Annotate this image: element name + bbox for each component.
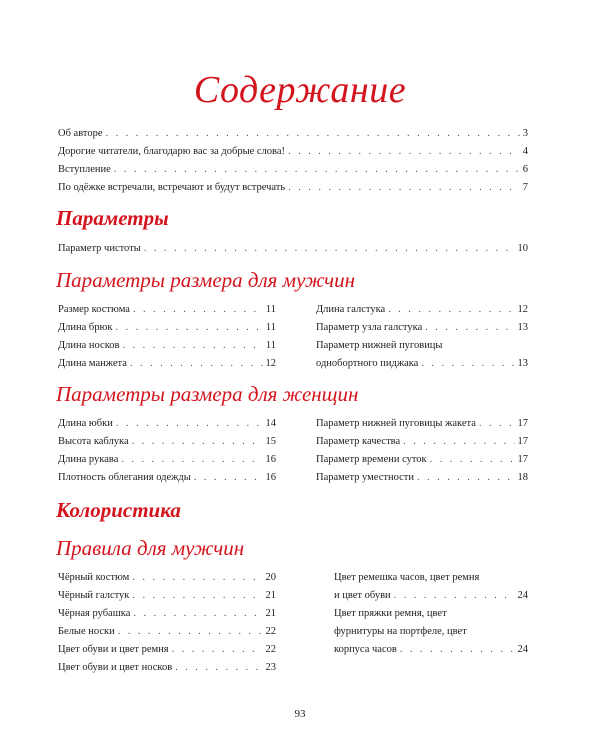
toc-entry: Цвет обуви и цвет носков . . . 23 [58,661,276,674]
toc-entry: Длина рукава . . . 16 [58,453,276,466]
toc-entry-line: Параметр нижней пуговицы [316,340,443,351]
toc-entry: корпуса часов . . . 24 [334,643,528,656]
section-heading-men-size: Параметры размера для мужчин [56,268,356,292]
toc-entry-line: фурнитуры на портфеле, цвет [334,626,467,637]
toc-entry: Параметр качества . . . 17 [316,435,528,448]
toc-entry: и цвет обуви . . . 24 [334,589,528,602]
toc-entry: Длина носков . . . 11 [58,339,276,352]
section-heading-men-rules: Правила для мужчин [56,536,245,560]
toc-entry: Параметр узла галстука . . . 13 [316,321,528,334]
toc-entry: Длина брюк . . . 11 [58,321,276,334]
toc-entry: Чёрная рубашка . . . 21 [58,607,276,620]
section-heading-parameters: Параметры [56,206,169,230]
toc-entry-line: Цвет ремешка часов, цвет ремня [334,572,480,583]
toc-entry: Чёрный галстук . . . 21 [58,589,276,602]
toc-entry: Вступление . . . 6 [58,163,528,176]
toc-entry: Длина юбки . . . 14 [58,417,276,430]
toc-entry: Дорогие читатели, благодарю вас за добрые слова! . . . 4 [58,145,528,158]
toc-entry: Плотность облегания одежды . . . 16 [58,471,276,484]
toc-entry: По одёжке встречали, встречают и будут встречать . . . 7 [58,181,528,194]
toc-entry: Длина манжета . . . 12 [58,357,276,370]
page-title: Содержание [193,69,407,111]
toc-entry: Параметр уместности . . . 18 [316,471,528,484]
toc-entry: Белые носки . . . 22 [58,625,276,638]
section-heading-women-size: Параметры размера для женщин [56,382,359,406]
toc-entry: Длина галстука . . . 12 [316,303,528,316]
toc-entry: Размер костюма . . . 11 [58,303,276,316]
toc-entry: Цвет обуви и цвет ремня . . . 22 [58,643,276,656]
page-number: 93 [294,708,306,720]
toc-entry: однобортного пиджака . . . 13 [316,357,528,370]
section-heading-coloristics: Колористика [56,498,181,522]
toc-entry: Параметр чистоты . . . 10 [58,242,528,255]
toc-entry: Чёрный костюм . . . 20 [58,571,276,584]
toc-entry: Высота каблука . . . 15 [58,435,276,448]
toc-entry: Параметр нижней пуговицы жакета . . . 17 [316,417,528,430]
toc-entry-line: Цвет пряжки ремня, цвет [334,608,447,619]
toc-entry: Об авторе . . . 3 [58,127,528,140]
toc-entry: Параметр времени суток . . . 17 [316,453,528,466]
